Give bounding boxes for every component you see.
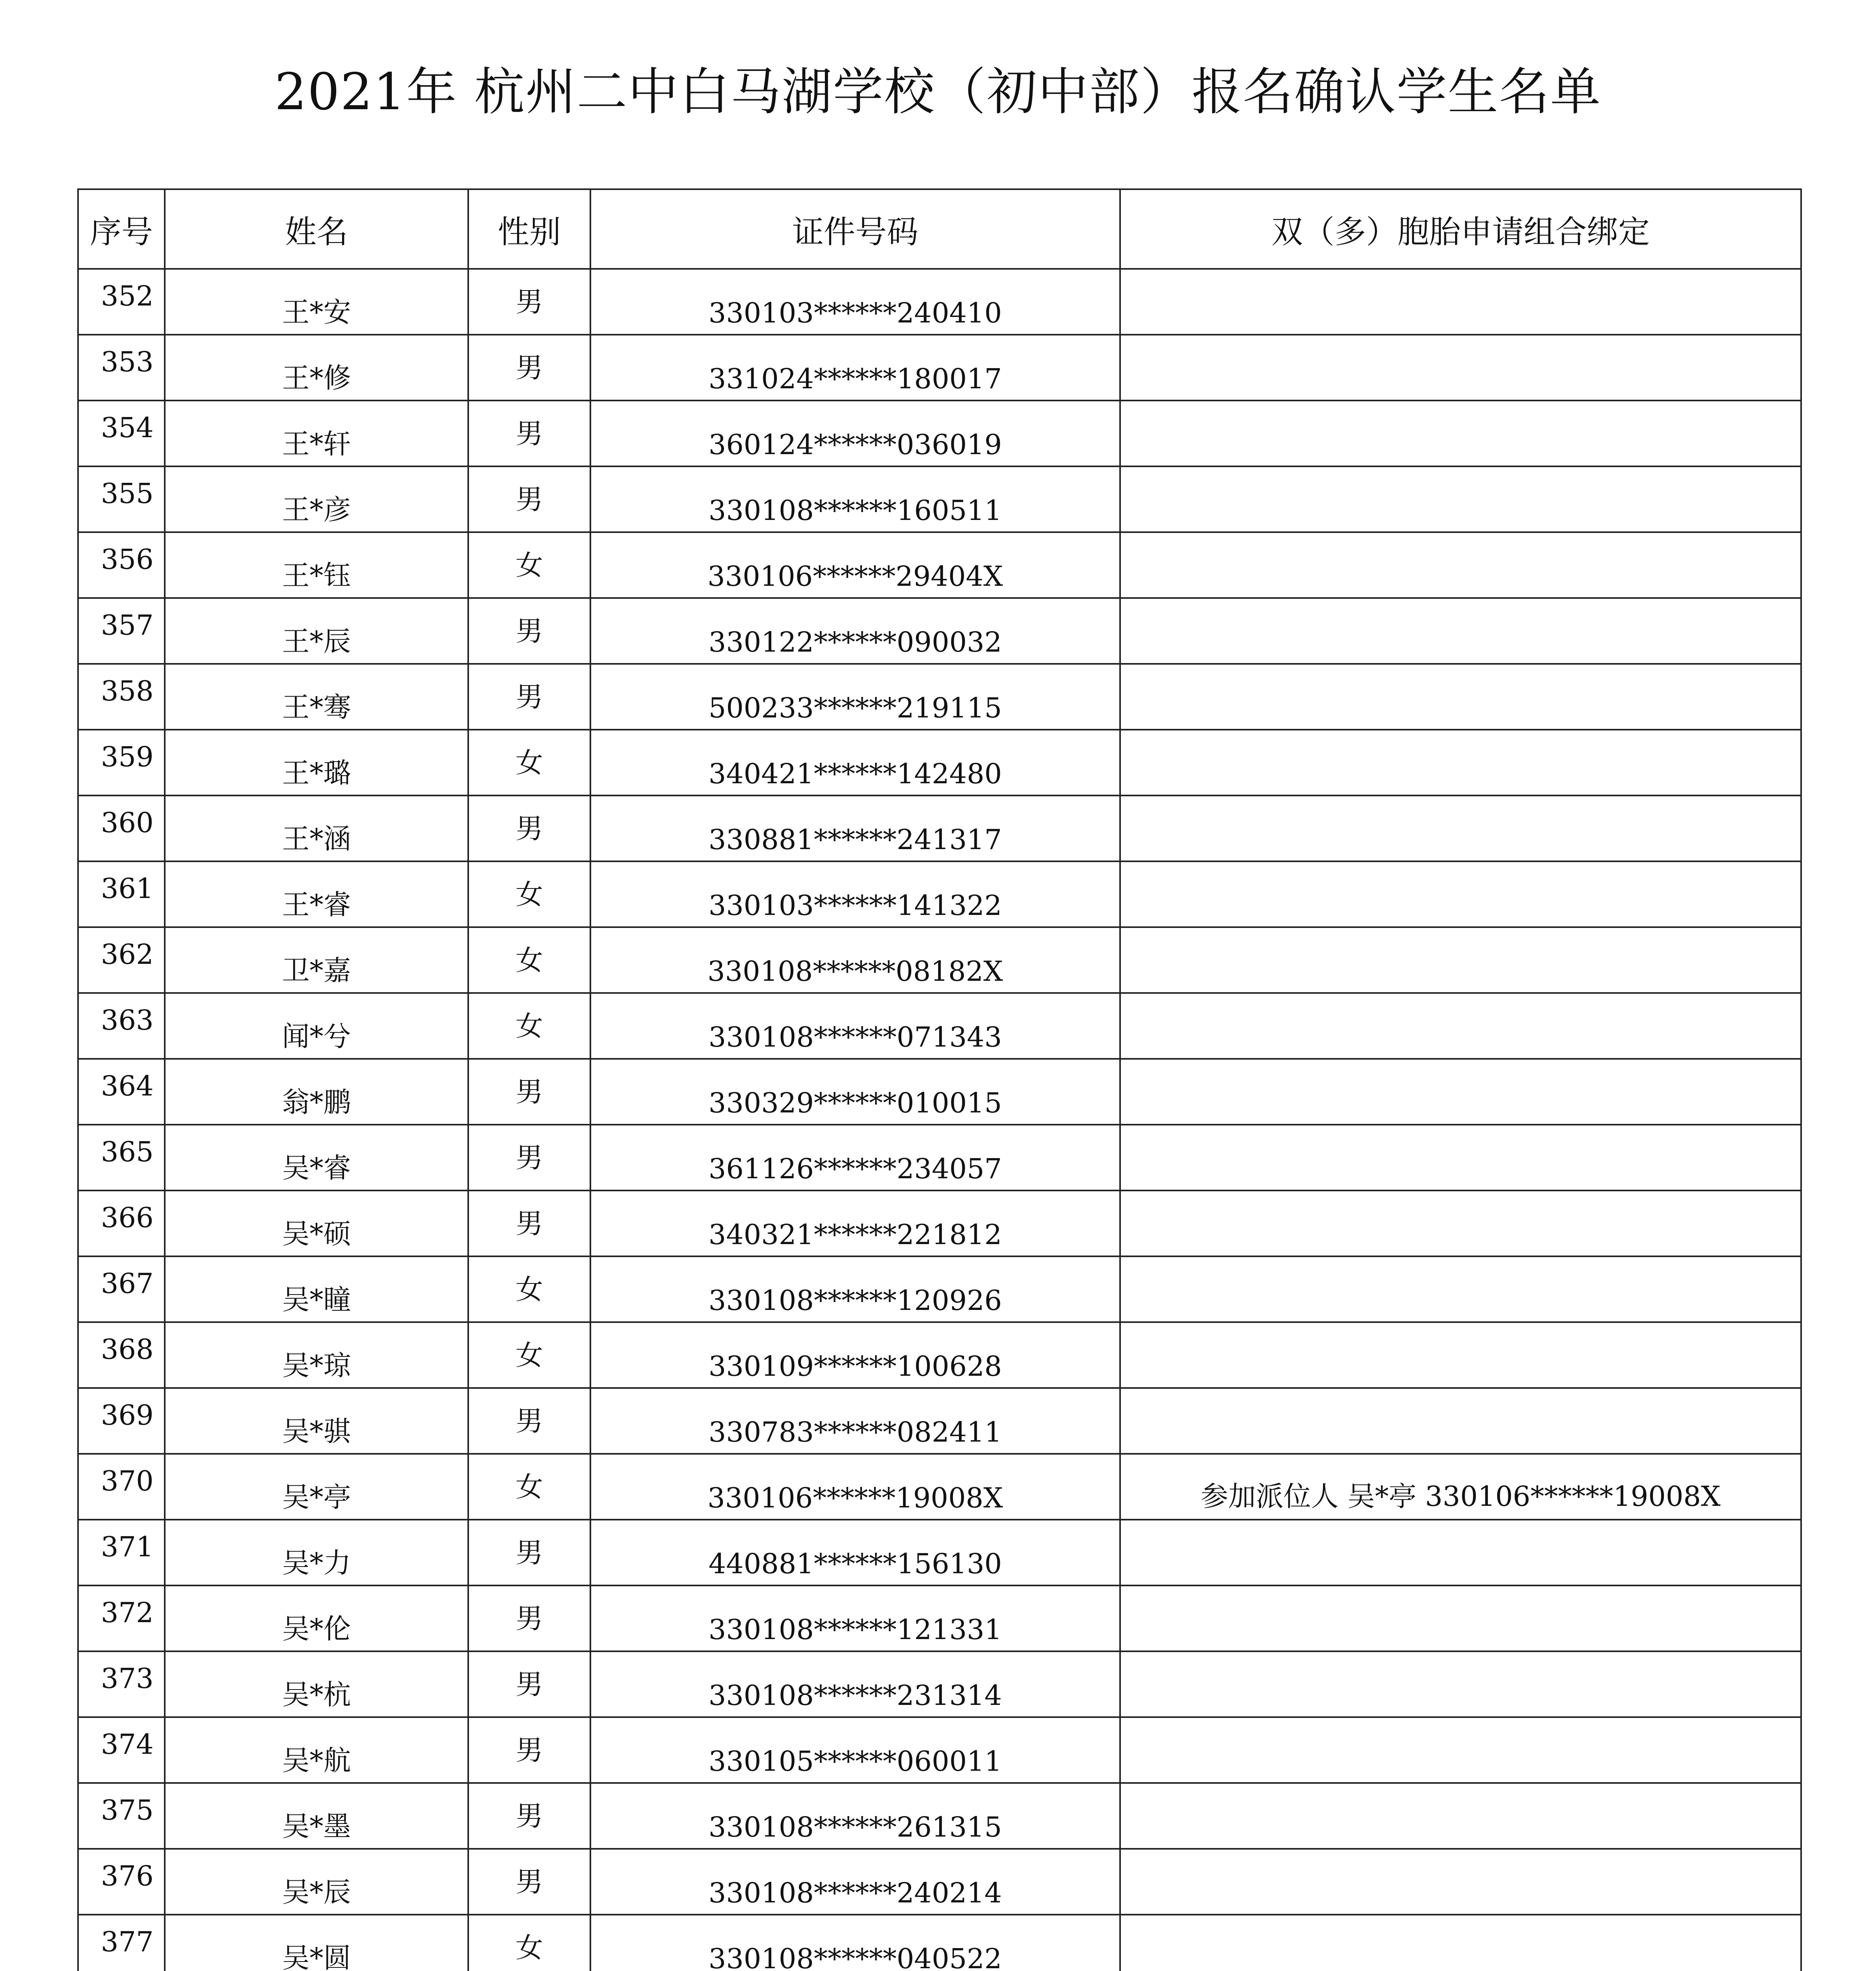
- table-row: [78, 1256, 1801, 1322]
- cell-no: 377: [78, 1915, 165, 1971]
- cell-twins-note: [1120, 1915, 1801, 1971]
- cell-name: 王*轩: [165, 401, 468, 466]
- cell-twins-note: [1120, 335, 1801, 401]
- cell-name: 王*辰: [165, 598, 468, 664]
- cell-name: 翁*鹏: [165, 1059, 468, 1125]
- cell-twins-note: [1120, 1059, 1801, 1125]
- table-row: [78, 1783, 1801, 1849]
- cell-sex: 男: [468, 1651, 590, 1717]
- cell-id: 330329******010015: [590, 1059, 1120, 1125]
- cell-id: 330108******160511: [590, 466, 1120, 532]
- table-row: [78, 664, 1801, 730]
- table-row: [78, 861, 1801, 927]
- cell-twins-note: [1120, 532, 1801, 598]
- cell-sex: 女: [468, 730, 590, 795]
- cell-no: 360: [78, 795, 165, 861]
- cell-twins-note: [1120, 993, 1801, 1059]
- table-row: [78, 466, 1801, 532]
- cell-id: 330108******231314: [590, 1651, 1120, 1717]
- table-row: [78, 795, 1801, 861]
- cell-name: 吴*墨: [165, 1783, 468, 1849]
- cell-no: 353: [78, 335, 165, 401]
- cell-twins-note: [1120, 1125, 1801, 1190]
- cell-twins-note: [1120, 598, 1801, 664]
- cell-no: 366: [78, 1190, 165, 1256]
- table-row: [78, 1388, 1801, 1454]
- cell-twins-note: [1120, 401, 1801, 466]
- cell-name: 吴*伦: [165, 1585, 468, 1651]
- cell-id: 330103******240410: [590, 269, 1120, 335]
- cell-id: 361126******234057: [590, 1125, 1120, 1190]
- cell-sex: 女: [468, 1322, 590, 1388]
- cell-sex: 女: [468, 927, 590, 993]
- cell-no: 352: [78, 269, 165, 335]
- cell-id: 330106******19008X: [590, 1454, 1120, 1520]
- cell-sex: 男: [468, 401, 590, 466]
- cell-name: 王*钰: [165, 532, 468, 598]
- cell-sex: 男: [468, 664, 590, 730]
- cell-twins-note: [1120, 1717, 1801, 1783]
- table-row: [78, 927, 1801, 993]
- cell-sex: 女: [468, 1256, 590, 1322]
- cell-twins-note: [1120, 269, 1801, 335]
- cell-sex: 女: [468, 1915, 590, 1971]
- cell-no: 365: [78, 1125, 165, 1190]
- cell-name: 王*璐: [165, 730, 468, 795]
- table-row: [78, 1190, 1801, 1256]
- cell-twins-note: 参加派位人 吴*亭 330106******19008X: [1120, 1454, 1801, 1520]
- cell-sex: 男: [468, 1783, 590, 1849]
- cell-id: 330108******040522: [590, 1915, 1120, 1971]
- cell-twins-note: [1120, 466, 1801, 532]
- cell-sex: 男: [468, 466, 590, 532]
- table-row: [78, 401, 1801, 466]
- cell-id: 360124******036019: [590, 401, 1120, 466]
- table-row: [78, 1915, 1801, 1971]
- cell-name: 吴*骐: [165, 1388, 468, 1454]
- cell-name: 王*骞: [165, 664, 468, 730]
- cell-id: 330122******090032: [590, 598, 1120, 664]
- cell-id: 330108******261315: [590, 1783, 1120, 1849]
- cell-name: 吴*圆: [165, 1915, 468, 1971]
- cell-id: 331024******180017: [590, 335, 1120, 401]
- cell-twins-note: [1120, 1585, 1801, 1651]
- cell-no: 375: [78, 1783, 165, 1849]
- cell-sex: 男: [468, 1717, 590, 1783]
- cell-sex: 男: [468, 795, 590, 861]
- student-table: [77, 188, 1802, 1971]
- cell-twins-note: [1120, 1783, 1801, 1849]
- cell-sex: 男: [468, 1585, 590, 1651]
- cell-no: 354: [78, 401, 165, 466]
- cell-id: 330783******082411: [590, 1388, 1120, 1454]
- cell-name: 闻*兮: [165, 993, 468, 1059]
- cell-sex: 男: [468, 1059, 590, 1125]
- cell-name: 吴*辰: [165, 1849, 468, 1915]
- table-row: [78, 1454, 1801, 1520]
- cell-id: 340321******221812: [590, 1190, 1120, 1256]
- cell-twins-note: [1120, 730, 1801, 795]
- table-row: [78, 730, 1801, 795]
- cell-id: 330105******060011: [590, 1717, 1120, 1783]
- cell-name: 王*涵: [165, 795, 468, 861]
- cell-name: 吴*航: [165, 1717, 468, 1783]
- cell-id: 330109******100628: [590, 1322, 1120, 1388]
- cell-id: 330108******08182X: [590, 927, 1120, 993]
- table-row: [78, 335, 1801, 401]
- cell-twins-note: [1120, 1651, 1801, 1717]
- header-name: 姓名: [165, 189, 468, 269]
- cell-twins-note: [1120, 1388, 1801, 1454]
- table-header-row: [78, 189, 1801, 269]
- cell-no: 355: [78, 466, 165, 532]
- cell-no: 367: [78, 1256, 165, 1322]
- cell-name: 吴*琼: [165, 1322, 468, 1388]
- cell-twins-note: [1120, 795, 1801, 861]
- cell-no: 370: [78, 1454, 165, 1520]
- cell-sex: 男: [468, 598, 590, 664]
- cell-no: 362: [78, 927, 165, 993]
- table-row: [78, 993, 1801, 1059]
- cell-name: 吴*硕: [165, 1190, 468, 1256]
- table-row: [78, 1125, 1801, 1190]
- cell-name: 吴*力: [165, 1520, 468, 1585]
- cell-id: 330108******121331: [590, 1585, 1120, 1651]
- cell-twins-note: [1120, 664, 1801, 730]
- cell-no: 369: [78, 1388, 165, 1454]
- header-no: 序号: [78, 189, 165, 269]
- cell-name: 卫*嘉: [165, 927, 468, 993]
- cell-no: 358: [78, 664, 165, 730]
- cell-sex: 男: [468, 1388, 590, 1454]
- cell-sex: 女: [468, 532, 590, 598]
- cell-no: 359: [78, 730, 165, 795]
- cell-id: 330106******29404X: [590, 532, 1120, 598]
- cell-sex: 男: [468, 1190, 590, 1256]
- table-row: [78, 269, 1801, 335]
- cell-sex: 女: [468, 993, 590, 1059]
- cell-id: 440881******156130: [590, 1520, 1120, 1585]
- cell-id: 500233******219115: [590, 664, 1120, 730]
- cell-no: 376: [78, 1849, 165, 1915]
- cell-name: 王*彦: [165, 466, 468, 532]
- cell-no: 363: [78, 993, 165, 1059]
- cell-twins-note: [1120, 861, 1801, 927]
- table-row: [78, 598, 1801, 664]
- table-row: [78, 1585, 1801, 1651]
- table-row: [78, 1849, 1801, 1915]
- cell-no: 361: [78, 861, 165, 927]
- cell-name: 吴*杭: [165, 1651, 468, 1717]
- cell-id: 330108******120926: [590, 1256, 1120, 1322]
- cell-twins-note: [1120, 927, 1801, 993]
- cell-sex: 男: [468, 335, 590, 401]
- cell-sex: 男: [468, 1520, 590, 1585]
- cell-sex: 女: [468, 1454, 590, 1520]
- cell-no: 357: [78, 598, 165, 664]
- cell-id: 330108******240214: [590, 1849, 1120, 1915]
- cell-sex: 男: [468, 1849, 590, 1915]
- cell-no: 374: [78, 1717, 165, 1783]
- cell-no: 372: [78, 1585, 165, 1651]
- header-twins: 双（多）胞胎申请组合绑定: [1120, 189, 1801, 269]
- table-row: [78, 1322, 1801, 1388]
- header-sex: 性别: [468, 189, 590, 269]
- cell-name: 吴*亭: [165, 1454, 468, 1520]
- table-row: [78, 1059, 1801, 1125]
- cell-name: 吴*瞳: [165, 1256, 468, 1322]
- cell-sex: 男: [468, 269, 590, 335]
- cell-no: 364: [78, 1059, 165, 1125]
- cell-twins-note: [1120, 1322, 1801, 1388]
- cell-twins-note: [1120, 1520, 1801, 1585]
- cell-no: 356: [78, 532, 165, 598]
- cell-sex: 女: [468, 861, 590, 927]
- cell-id: 330881******241317: [590, 795, 1120, 861]
- cell-name: 王*修: [165, 335, 468, 401]
- cell-twins-note: [1120, 1256, 1801, 1322]
- cell-id: 330103******141322: [590, 861, 1120, 927]
- header-id: 证件号码: [590, 189, 1120, 269]
- cell-id: 330108******071343: [590, 993, 1120, 1059]
- cell-twins-note: [1120, 1849, 1801, 1915]
- cell-twins-note: [1120, 1190, 1801, 1256]
- table-row: [78, 1651, 1801, 1717]
- table-row: [78, 532, 1801, 598]
- cell-no: 373: [78, 1651, 165, 1717]
- page-title: 2021年 杭州二中白马湖学校（初中部）报名确认学生名单: [274, 63, 1602, 121]
- cell-name: 王*睿: [165, 861, 468, 927]
- cell-id: 340421******142480: [590, 730, 1120, 795]
- cell-name: 吴*睿: [165, 1125, 468, 1190]
- table-row: [78, 1520, 1801, 1585]
- cell-name: 王*安: [165, 269, 468, 335]
- cell-no: 371: [78, 1520, 165, 1585]
- cell-sex: 男: [468, 1125, 590, 1190]
- table-row: [78, 1717, 1801, 1783]
- cell-no: 368: [78, 1322, 165, 1388]
